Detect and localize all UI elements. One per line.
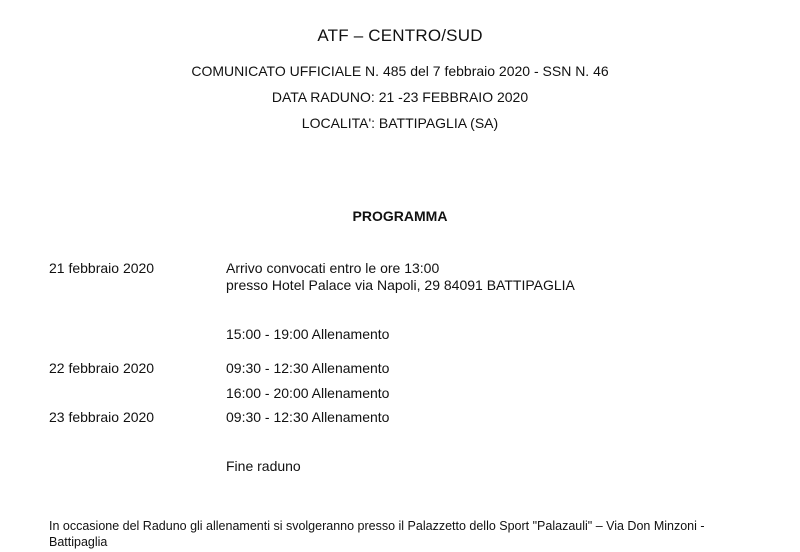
date-day2: 22 febbraio 2020 xyxy=(49,360,155,376)
comunicato-line: COMUNICATO UFFICIALE N. 485 del 7 febbraio 2020 - SSN N. 46 xyxy=(191,63,609,79)
day1-arrival: Arrivo convocati entro le ore 13:00 xyxy=(226,260,440,276)
day1-session: 15:00 - 19:00 Allenamento xyxy=(226,326,390,342)
footer-line2: Battipaglia xyxy=(49,535,108,549)
end-note: Fine raduno xyxy=(226,458,301,474)
data-raduno-line: DATA RADUNO: 21 -23 FEBBRAIO 2020 xyxy=(271,89,529,105)
document-title: ATF – CENTRO/SUD xyxy=(317,26,483,45)
day2-session1: 09:30 - 12:30 Allenamento xyxy=(226,360,390,376)
day2-session2: 16:00 - 20:00 Allenamento xyxy=(226,385,390,401)
footer-note xyxy=(49,518,749,550)
footer-line1: In occasione del Raduno gli allenamenti si svolgeranno presso il Palazzetto dello Sport "Palazauli" – Via Don Minzoni - xyxy=(49,519,705,533)
program-title: PROGRAMMA xyxy=(352,208,448,224)
date-day3: 23 febbraio 2020 xyxy=(49,409,155,425)
date-day1: 21 febbraio 2020 xyxy=(49,260,155,276)
day3-session: 09:30 - 12:30 Allenamento xyxy=(226,409,390,425)
day1-hotel: presso Hotel Palace via Napoli, 29 84091 BATTIPAGLIA xyxy=(226,277,575,293)
localita-line: LOCALITA': BATTIPAGLIA (SA) xyxy=(301,115,499,131)
